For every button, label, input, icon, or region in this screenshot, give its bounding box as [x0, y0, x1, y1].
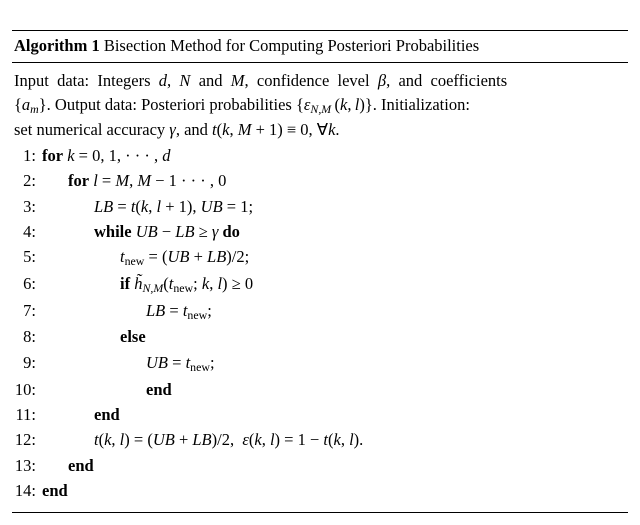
algorithm-label: Algorithm 1: [14, 36, 100, 55]
step-number: 7:: [23, 300, 36, 320]
algorithm-step: [14, 272, 626, 297]
algorithm-step: [14, 479, 626, 503]
algorithm-step: [14, 454, 626, 478]
step-code: t(k, l) = (UB + LB)/2, ε(k, l) = 1 − t(k, l).: [94, 430, 364, 450]
step-number: 3:: [23, 196, 36, 216]
algorithm-step: [14, 299, 626, 324]
step-code: end: [42, 481, 68, 501]
step-code: $t_{new} = (UB + LB)/2$;: [120, 247, 250, 269]
algorithm-preamble: [14, 69, 626, 142]
step-code: for k = 0, 1, · · · , d: [42, 145, 171, 165]
step-code: LB = t(k, l + 1), UB = 1;: [94, 196, 254, 216]
step-number: 2:: [23, 171, 36, 191]
step-number: 10:: [14, 379, 36, 399]
step-number: 4:: [23, 221, 36, 241]
algorithm-title: Bisection Method for Computing Posteriori Probabilities: [103, 36, 480, 55]
algorithm-block: [12, 30, 628, 513]
algorithm-step: [14, 245, 626, 270]
step-code: end: [94, 404, 120, 424]
algorithm-title-line: [12, 31, 628, 62]
preamble-line-1: Input data: Integers d, N and M, confidence level β, and coefficients: [14, 70, 508, 90]
step-number: 6:: [23, 274, 36, 294]
step-code: end: [146, 379, 172, 399]
step-code: if $h̃_{N,M}(t_{new}$; k, l) ≥ 0: [120, 274, 254, 295]
algorithm-step: [14, 378, 626, 402]
algorithm-step: [14, 351, 626, 376]
step-code: end: [68, 455, 94, 475]
algorithm-step: [14, 403, 626, 427]
algorithm-step: [14, 195, 626, 219]
step-code: UB = $t_{new}$;: [146, 352, 215, 374]
step-number: 11:: [15, 404, 36, 424]
step-number: 5:: [23, 247, 36, 267]
preamble-line-2: $\{a_m\}$. Output data: Posteriori probabilities {$\varepsilon_{N,M}$ (k, l)}. Initialization:: [14, 94, 470, 116]
algorithm-step: [14, 144, 626, 168]
step-code: LB = $t_{new}$;: [146, 300, 212, 322]
step-code: for l = M, M − 1 · · · , 0: [68, 171, 227, 191]
step-number: 13:: [14, 455, 36, 475]
algorithm-step: [14, 220, 626, 244]
algorithm-step: [14, 325, 626, 349]
algorithm-body: [12, 63, 628, 509]
step-code: while UB − LB ≥ γ do: [94, 221, 240, 241]
step-number: 12:: [14, 430, 36, 450]
step-number: 9:: [23, 352, 36, 372]
step-number: 14:: [14, 481, 36, 501]
step-code: else: [120, 327, 146, 347]
algorithm-step: [14, 428, 626, 452]
step-number: 1:: [23, 145, 36, 165]
algorithm-step: [14, 169, 626, 193]
algorithm-bottom-rule: [12, 512, 628, 513]
step-number: 8:: [23, 327, 36, 347]
preamble-line-3: set numerical accuracy γ, and t(k, M + 1) ≡ 0, ∀k.: [14, 119, 340, 139]
